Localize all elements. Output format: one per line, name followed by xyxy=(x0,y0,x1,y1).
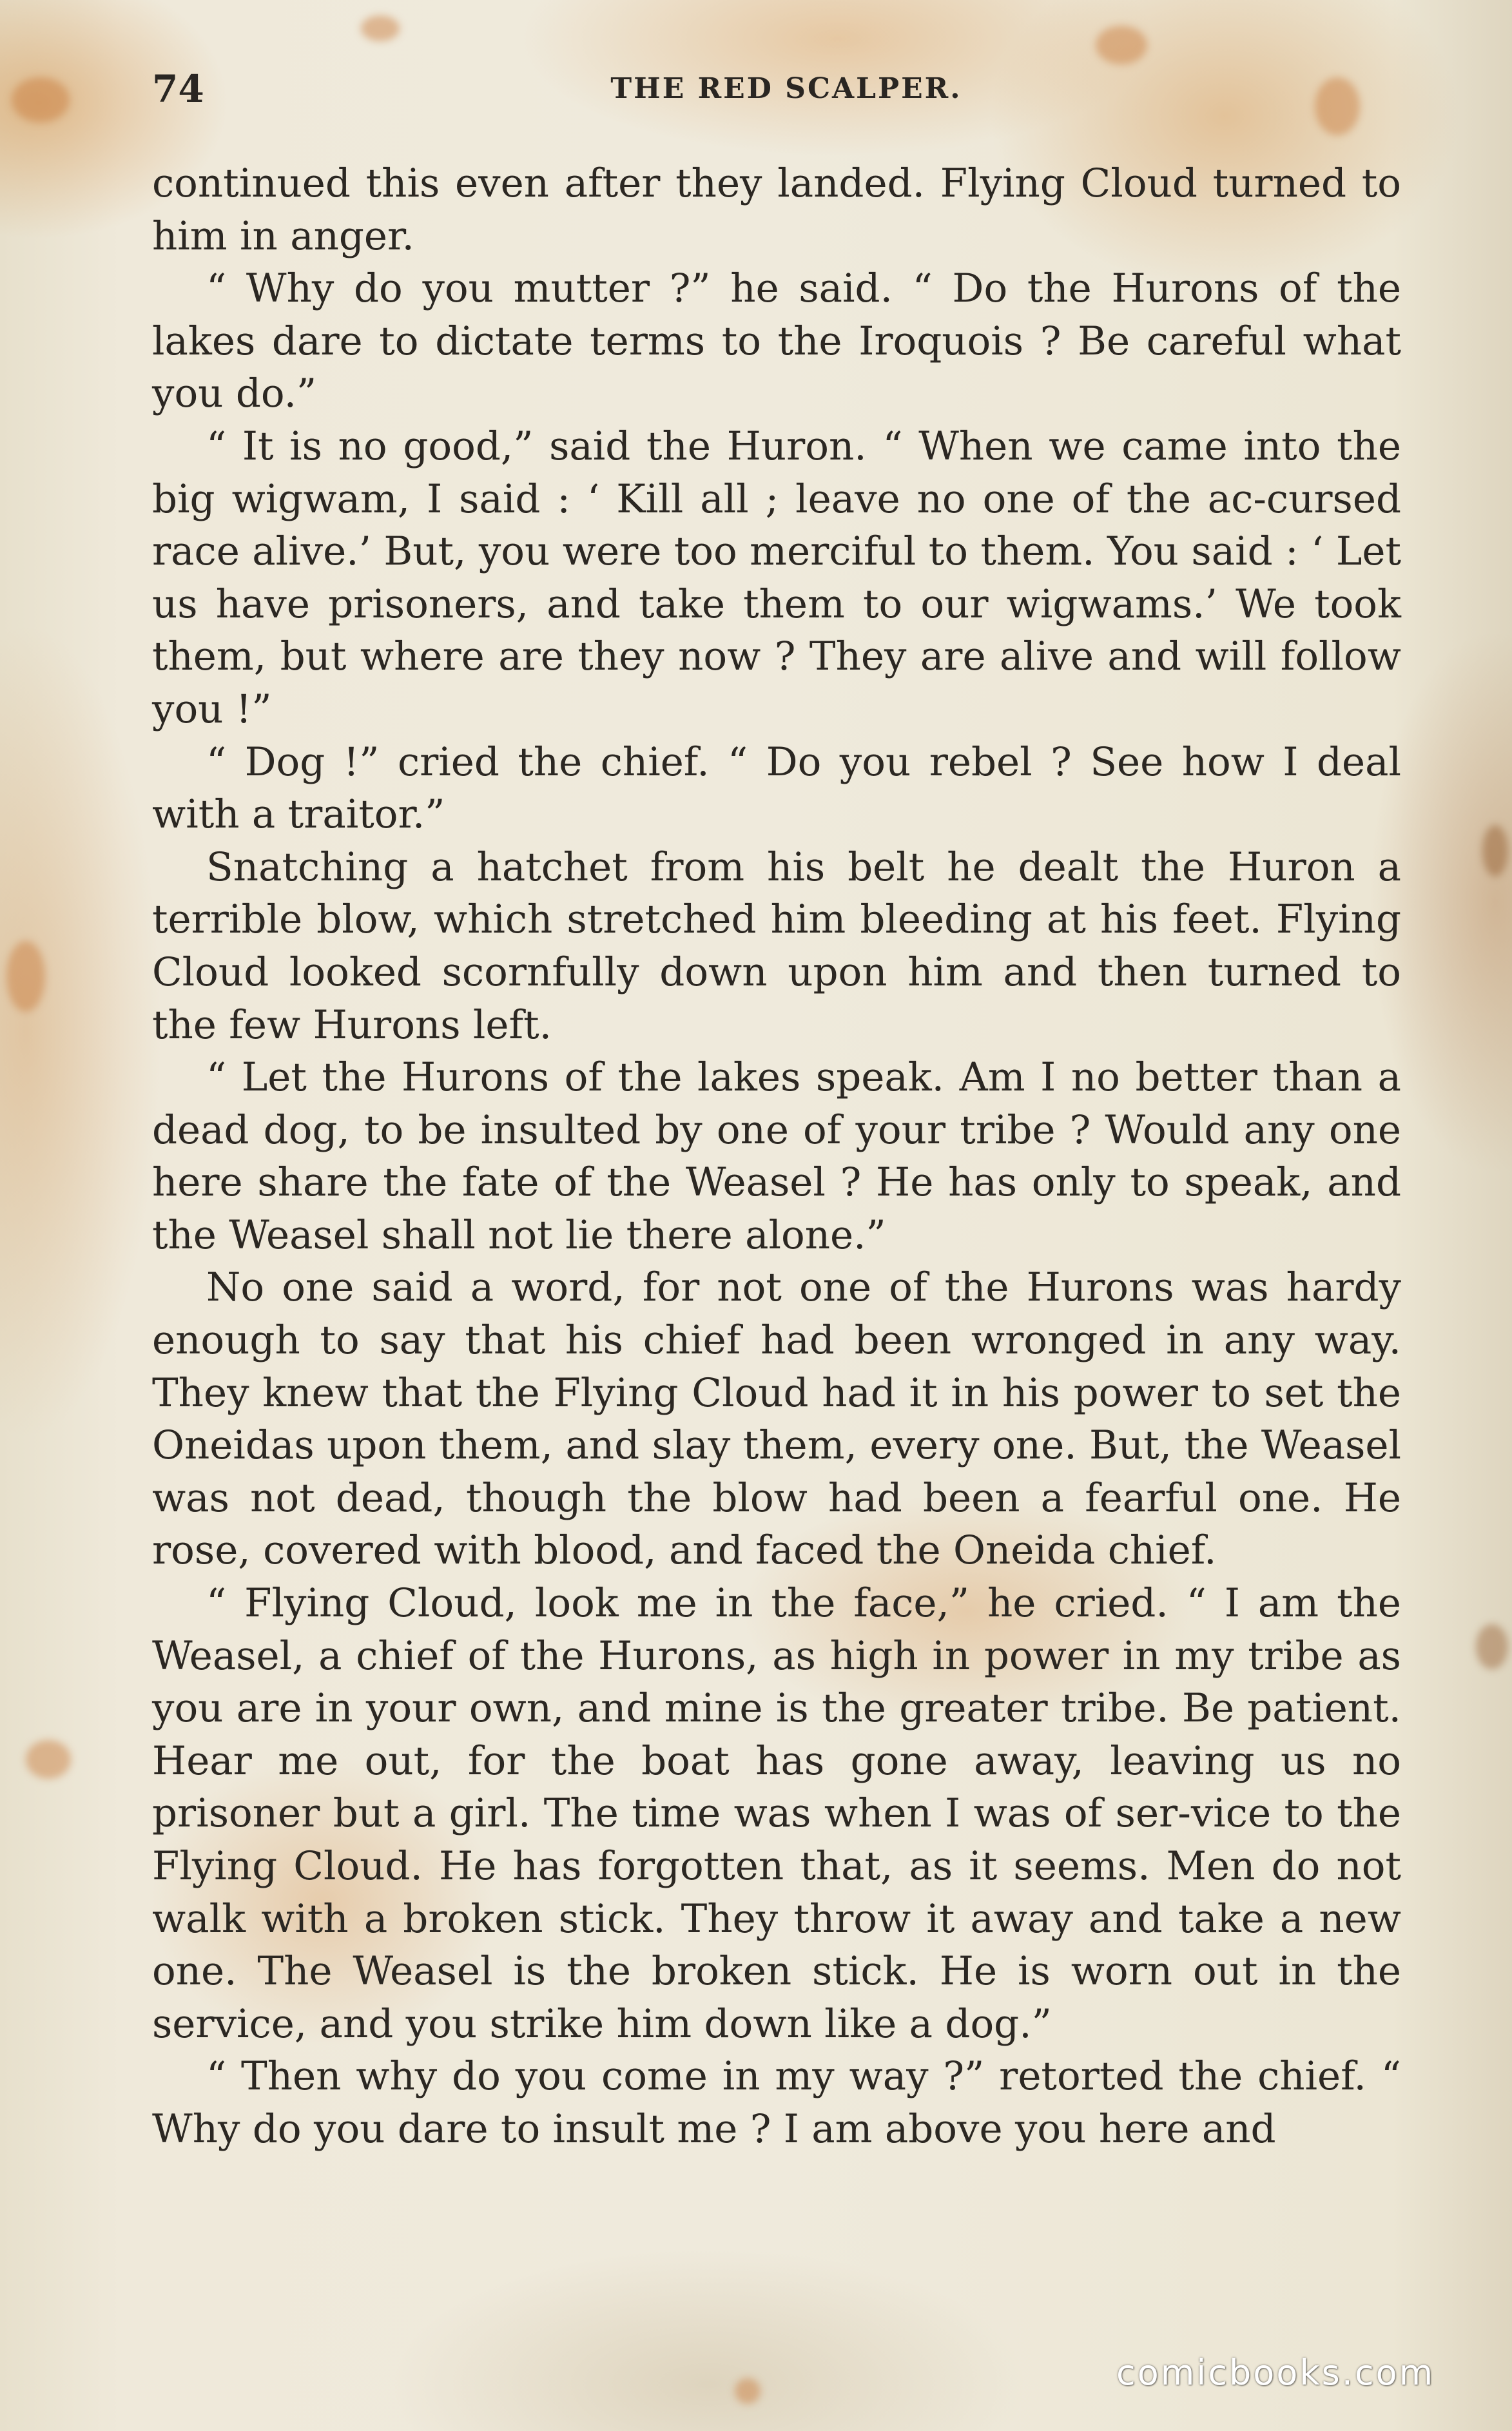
paragraph: No one said a word, for not one of the Hurons was hardy enough to say that his chief had been wronged in any way. They knew that the Flying Cloud had it in his power to set the Oneidas upon them, and slay them, every one. But, the Weasel was not dead, though the blow had been a fearful one. He rose, covered with blood, and faced the Oneida chief. xyxy=(152,1264,1401,1574)
foxing-stain xyxy=(26,1740,71,1779)
paragraph: “ Flying Cloud, look me in the face,” he cried. “ I am the Weasel, a chief of the Hurons, as high in power in my tribe as you are in your own, and mine is the greater tribe. Be patient. Hear me out, for the boat has gone away, leaving us no prisoner but a girl. The time was when I was of ser-vice to the Flying Cloud. He has forgotten that, as it seems. Men do not walk with a broken stick. They throw it away and take a new one. The Weasel is the broken stick. He is worn out in the service, and you strike him down like a dog.” xyxy=(152,1580,1401,2047)
paragraph: Snatching a hatchet from his belt he dealt the Huron a terrible blow, which stretched him bleeding at his feet. Flying Cloud looked scornfully down upon him and then turned to the few Hurons left. xyxy=(152,844,1401,1048)
foxing-stain xyxy=(6,941,45,1012)
watermark: comicbooks.com xyxy=(1116,2352,1435,2393)
page-number: 74 xyxy=(152,67,204,111)
foxing-stain xyxy=(1482,825,1508,877)
running-head xyxy=(152,63,1401,115)
foxing-stain xyxy=(735,2378,761,2404)
foxing-stain xyxy=(361,15,400,41)
paragraph: “ It is no good,” said the Huron. “ When we came into the big wigwam, I said : ‘ Kill all ; leave no one of the ac-cursed race alive.’ But, you were too merciful to them. You said : ‘ Let us have prisoners, and take them to our wigwams.’ We took them, but where are they now ? They are alive and will follow you !” xyxy=(152,423,1401,732)
paragraph: “ Let the Hurons of the lakes speak. Am I no better than a dead dog, to be insulted by one of your tribe ? Would any one here share the fate of the Weasel ? He has only to speak, and the Weasel shall not lie there alone.” xyxy=(152,1054,1401,1258)
paragraph: “ Then why do you come in my way ?” retorted the chief. “ Why do you dare to insult me ? I am above you here and xyxy=(152,2053,1401,2152)
paragraph: “ Dog !” cried the chief. “ Do you rebel ? See how I deal with a traitor.” xyxy=(152,739,1401,838)
foxing-stain xyxy=(1476,1624,1508,1669)
paragraph: continued this even after they landed. Flying Cloud turned to him in anger. xyxy=(152,160,1401,259)
foxing-stain xyxy=(1096,26,1147,64)
body-text xyxy=(152,157,1401,2156)
paragraph: “ Why do you mutter ?” he said. “ Do the Hurons of the lakes dare to dictate terms to the Iroquois ? Be careful what you do.” xyxy=(152,266,1401,417)
running-title: THE RED SCALPER. xyxy=(610,72,962,105)
foxing-stain xyxy=(12,77,70,122)
